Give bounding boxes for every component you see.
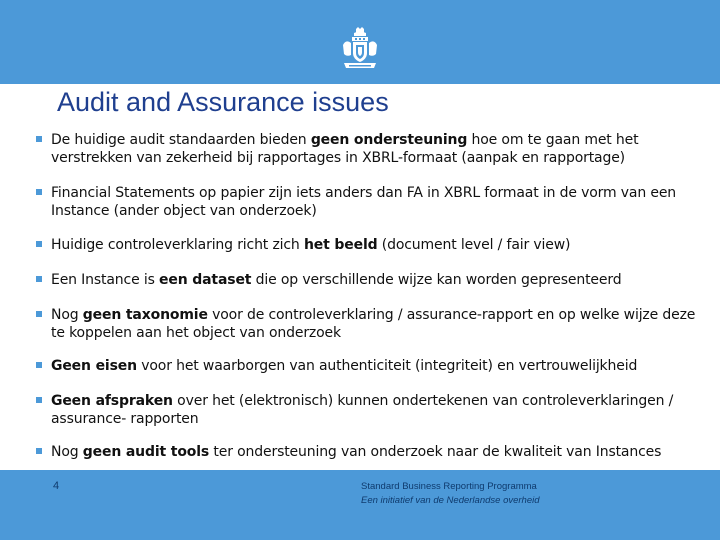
footer-banner (0, 470, 720, 540)
bullet-segment: Nog (51, 307, 83, 323)
bullet-item (36, 443, 696, 461)
bullet-text (51, 306, 696, 342)
square-bullet-icon (36, 241, 42, 247)
bullet-emphasis: een dataset (159, 272, 252, 288)
bullet-emphasis: Geen afspraken (51, 393, 173, 409)
bullet-text (51, 131, 696, 167)
program-label (361, 480, 540, 508)
bullet-segment: Een Instance is (51, 272, 160, 288)
bullet-item (36, 131, 696, 167)
bullet-segment: ter ondersteuning van onderzoek naar de kwaliteit van Instances (209, 444, 662, 460)
bullet-item (36, 184, 696, 220)
bullet-segment: (document level / fair view) (377, 237, 571, 253)
bullet-text (51, 392, 696, 428)
bullet-emphasis: het beeld (303, 237, 378, 253)
square-bullet-icon (36, 136, 42, 142)
page-number: 4 (53, 480, 60, 492)
bullet-emphasis: geen ondersteuning (310, 132, 468, 148)
square-bullet-icon (36, 276, 42, 282)
program-name: Standard Business Reporting Programma (361, 481, 537, 492)
bullet-emphasis: geen taxonomie (82, 307, 208, 323)
bullet-item (36, 392, 696, 428)
bullet-text (51, 271, 696, 289)
bullet-segment: De huidige audit standaarden bieden (51, 132, 311, 148)
bullet-segment: Huidige controleverklaring richt zich (51, 237, 304, 253)
program-subtitle: Een initiatief van de Nederlandse overheid (361, 495, 540, 506)
square-bullet-icon (36, 362, 42, 368)
bullet-item (36, 357, 696, 375)
bullet-segment: over het (elektronisch) kunnen ondertekenen van controleverklaringen / assurance- rapporten (51, 393, 674, 427)
bullet-text (51, 443, 696, 461)
bullet-text (51, 357, 696, 375)
bullet-emphasis: geen audit tools (82, 444, 210, 460)
bullet-emphasis: Geen eisen (51, 358, 137, 374)
bullet-segment: Nog (51, 444, 83, 460)
bullet-segment: Financial Statements op papier zijn iets anders dan FA in XBRL formaat in de vorm van een Instance (ander object van onderzoek) (51, 185, 677, 219)
square-bullet-icon (36, 448, 42, 454)
square-bullet-icon (36, 397, 42, 403)
header-banner (0, 0, 720, 84)
square-bullet-icon (36, 189, 42, 195)
bullet-segment: hoe om te gaan met het verstrekken van zekerheid bij rapportages in XBRL-formaat (aanpak en rapportage) (51, 132, 639, 166)
square-bullet-icon (36, 311, 42, 317)
bullet-segment: die op verschillende wijze kan worden gepresenteerd (251, 272, 622, 288)
bullet-text (51, 236, 696, 254)
bullet-item (36, 236, 696, 254)
royal-coat-of-arms-icon (341, 27, 379, 69)
bullet-item (36, 306, 696, 342)
bullet-segment: voor het waarborgen van authenticiteit (integriteit) en vertrouwelijkheid (136, 358, 638, 374)
bullet-text (51, 184, 696, 220)
bullet-item (36, 271, 696, 289)
bullet-segment: voor de controleverklaring / assurance-rapport en op welke wijze deze te koppelen aan het object van onderzoek (51, 307, 696, 341)
slide-title: Audit and Assurance issues (57, 87, 389, 117)
